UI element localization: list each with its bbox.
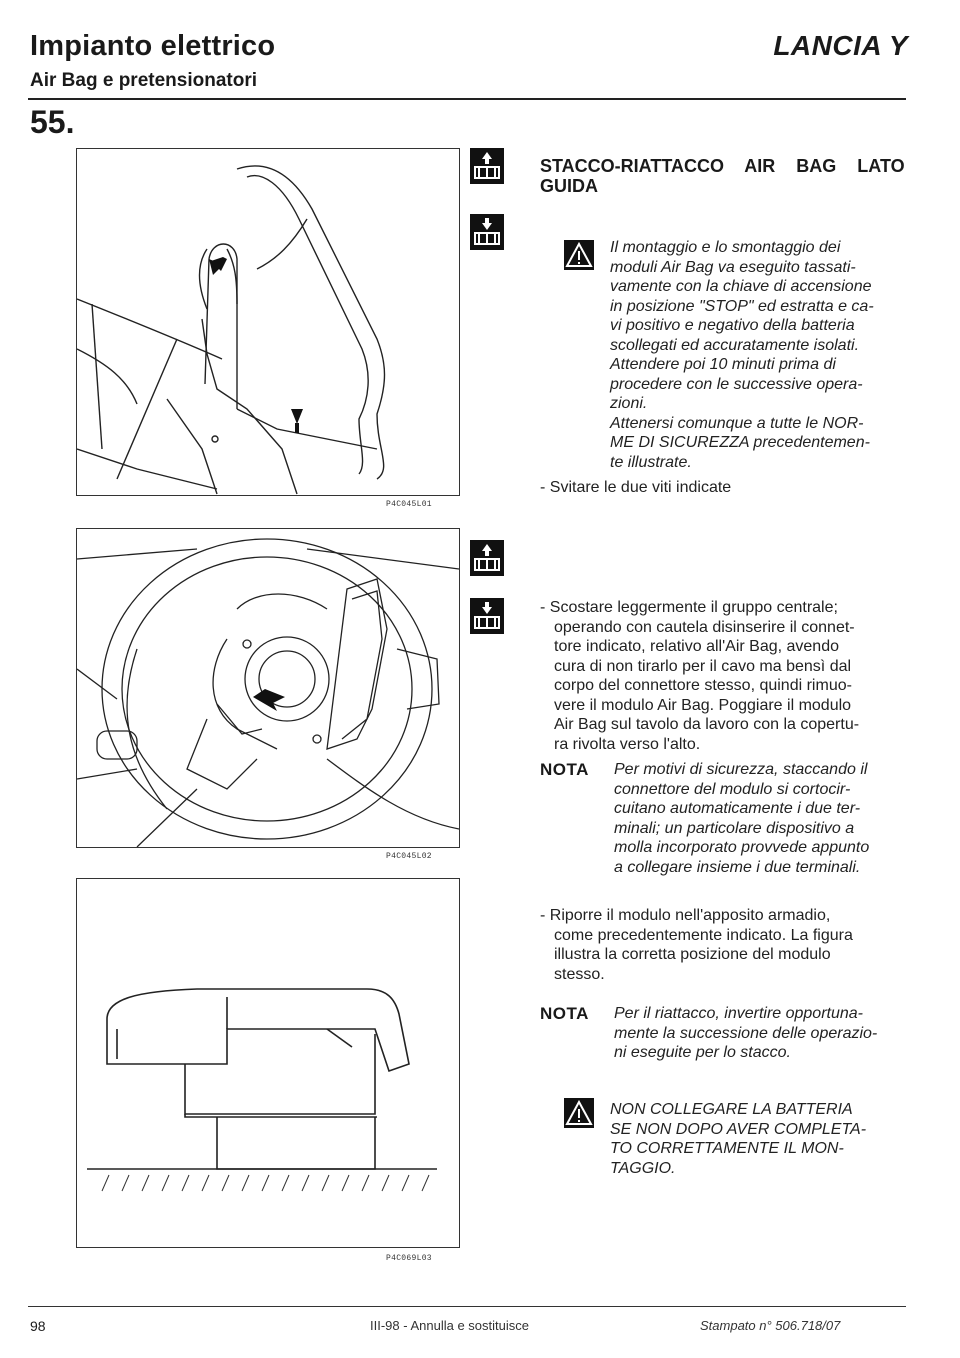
nota-text-2: Per il riattacco, invertire opportuna- mente la successione delle operazio- ni eseguite per lo stacco.	[614, 1005, 878, 1061]
brand-name: LANCIA Y	[773, 30, 908, 61]
removal-arrow-up-icon	[470, 540, 504, 576]
warning-triangle-icon	[564, 1098, 594, 1128]
steering-wheel-airbag-screws-illustration	[77, 149, 459, 495]
header-rule	[28, 98, 906, 100]
nota-text-1: Per motivi di sicurezza, staccando il connettore del modulo si cortocir- cuitano automaticamente i due ter- minali; un particolare dispositivo a molla incorporato provvede appunto a collegare insieme i due terminali.	[614, 761, 870, 876]
nota-label-2: NOTA	[540, 1004, 589, 1023]
figure-3	[76, 878, 460, 1248]
warning-text-1: Il montaggio e lo smontaggio dei moduli Air Bag va eseguito tassati- vamente con la chiave di accensione in posizione "STOP" ed estratta e ca- vi positivo e negativo della batteria scollegati ed accuratamente isolati. Attendere poi 10 minuti prima di procedere con le successive opera- zioni. Attenersi comunque a tutte le NOR- ME DI SICUREZZA precedentemen- te illustrate.	[610, 239, 874, 471]
refit-arrow-down-icon	[470, 598, 504, 634]
figure-2	[76, 528, 460, 848]
footer-revision: III-98 - Annulla e sostituisce	[370, 1318, 529, 1333]
figure-code-2: P4C045L02	[386, 852, 432, 861]
footer-print-code: Stampato n° 506.718/07	[700, 1318, 841, 1333]
step-1: - Svitare le due viti indicate	[540, 479, 732, 496]
step-3: - Riporre il modulo nell'apposito armadio, come precedentemente indicato. La figura illustra la corretta posizione del modulo stesso.	[540, 907, 853, 983]
section-number: 55.	[30, 104, 75, 140]
section-title: STACCO-RIATTACCO AIR BAG LATO GUIDA	[540, 156, 905, 196]
removal-arrow-up-icon	[470, 148, 504, 184]
footer-rule	[28, 1306, 906, 1307]
warning-text-2: NON COLLEGARE LA BATTERIA SE NON DOPO AVER COMPLETA- TO CORRETTAMENTE IL MON- TAGGIO.	[610, 1101, 867, 1177]
page-title: Impianto elettrico	[30, 30, 276, 62]
nota-label-1: NOTA	[540, 760, 589, 779]
figure-code-1: P4C045L01	[386, 500, 432, 509]
step-2: - Scostare leggermente il gruppo centrale; operando con cautela disinserire il connet- tore indicato, relativo all'Air Bag, avendo cura di non tirarlo per il cavo ma bensì dal corpo del connettore stesso, quindi rimuo- vere il modulo Air Bag. Poggiare il modulo Air Bag sul tavolo da lavoro con la copertu- ra rivolta verso l'alto.	[540, 599, 860, 753]
refit-arrow-down-icon	[470, 214, 504, 250]
page-number: 98	[30, 1318, 46, 1334]
figure-1	[76, 148, 460, 496]
airbag-module-on-bench-illustration	[77, 879, 459, 1247]
airbag-module-connector-illustration	[77, 529, 459, 847]
page-subtitle: Air Bag e pretensionatori	[30, 70, 257, 91]
warning-triangle-icon	[564, 240, 594, 270]
figure-code-3: P4C069L03	[386, 1254, 432, 1263]
